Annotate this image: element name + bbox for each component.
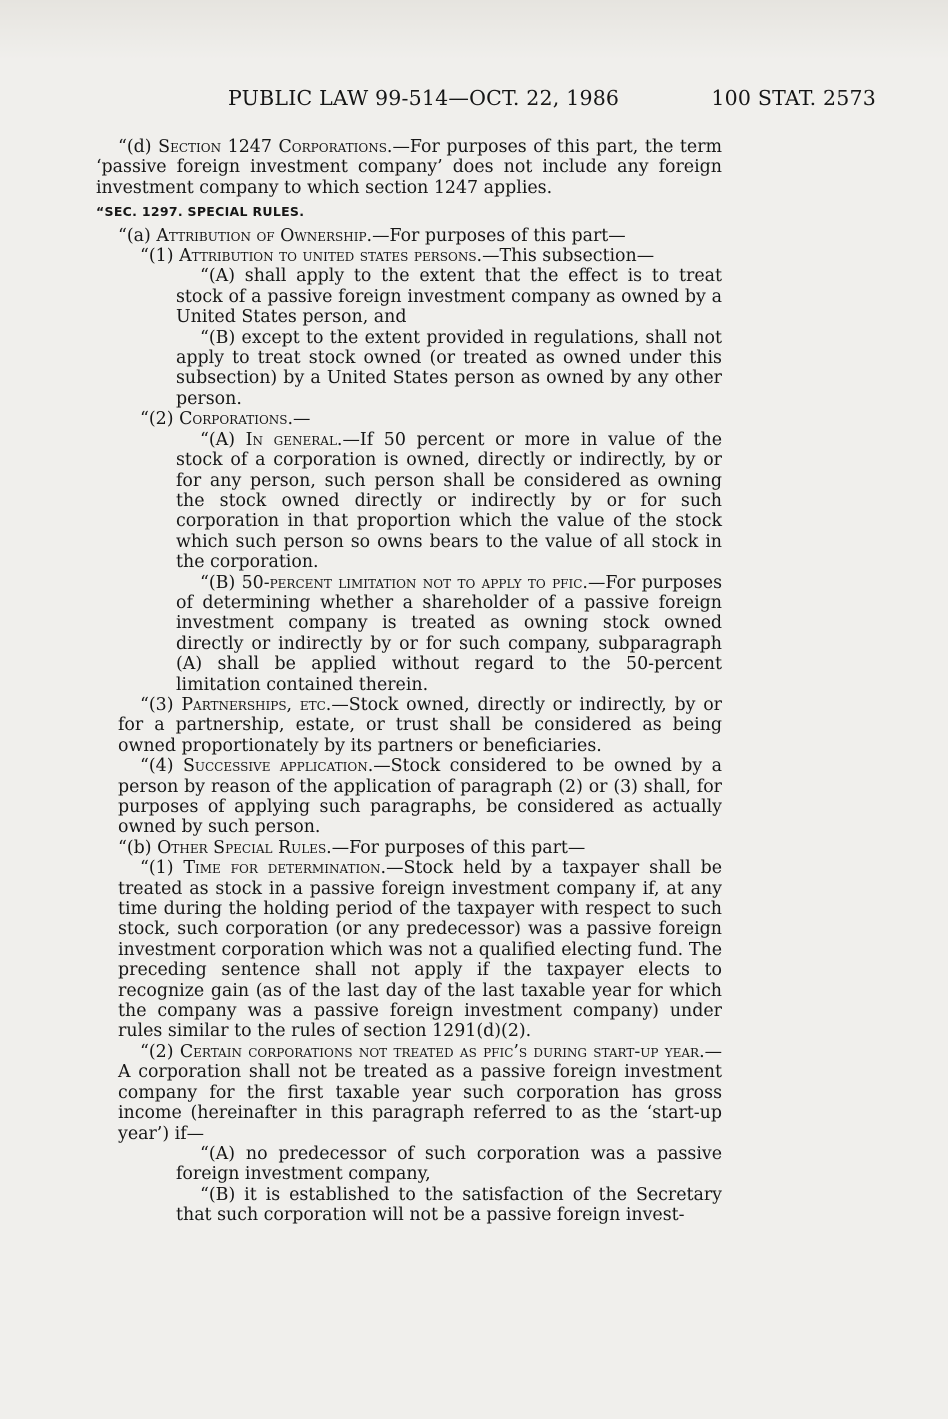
subsection-a-number: “(a) (118, 225, 157, 246)
subparagraph-a2B-heading: 50-percent limitation not to apply to pfic. (241, 572, 588, 593)
subparagraph-b2A: “(A) no predecessor of such corporation was a passive foreign investment company, (176, 1143, 722, 1185)
subparagraph-b2B: “(B) it is established to the satisfaction of the Secretary that such corporation will not be a passive foreign invest- (176, 1184, 722, 1226)
subparagraph-a2B-number: “(B) (200, 572, 242, 593)
paragraph-a4-text: —Stock considered to be owned by a person by reason of the application of paragraph (2) or (3) shall, for purposes of applying such paragraphs, be considered as actually owned by such person. (118, 756, 722, 838)
paragraph-b2-heading: Certain corporations not treated as pfic’s during start-up year. (179, 1041, 705, 1062)
paragraph-b2-number: “(2) (140, 1041, 180, 1062)
public-law-citation: PUBLIC LAW 99-514—OCT. 22, 1986 (228, 86, 620, 110)
paragraph-b1-text: —Stock held by a taxpayer shall be treated as stock in a passive foreign investment company if, at any time during the holding period of the taxpayer with respect to such stock, such corporation (or any predecessor) was a passive foreign investment corporation which was not a qualified electing fund. The preceding sentence shall not apply if the taxpayer elects to recognize gain (as of the last day of the last taxable year for which the company was a passive foreign investment company) under rules similar to the rules of section 1291(d)(2). (118, 858, 723, 1042)
paragraph-a2-text: — (293, 409, 311, 430)
subparagraph-a2A-text: —If 50 percent or more in value of the stock of a corporation is owned, directly or indirectly, by or for any person, such person shall be considered as owning the stock owned directly or indirectly by or for such corporation in that proportion which the value of the stock which such person so owns bears to the value of all stock in the corporation. (176, 429, 722, 573)
subparagraph-a2A-heading: In general. (245, 429, 343, 450)
subsection-a (96, 226, 722, 246)
subsection-b (96, 838, 722, 858)
subsection-d-text: —For purposes of this part, the term ‘passive foreign investment company’ does not include any foreign investment company to which section 1247 applies. (96, 137, 723, 198)
paragraph-b1-number: “(1) (140, 858, 184, 879)
scan-edge (0, 0, 948, 60)
paragraph-a3 (96, 695, 722, 756)
section-heading: “SEC. 1297. SPECIAL RULES. (96, 204, 305, 220)
paragraph-a3-number: “(3) (140, 694, 182, 715)
paragraph-a1-text: —This subsection— (482, 246, 655, 267)
page-header (228, 86, 876, 116)
subparagraph-a1B: “(B) except to the extent provided in regulations, shall not apply to treat stock owned (or treated as owned under this subsection) by a United States person as owned by any other person. (176, 327, 722, 409)
paragraph-b1 (96, 858, 722, 1042)
subsection-d-heading: Section 1247 Corporations. (158, 137, 393, 157)
paragraph-a4-heading: Successive application. (182, 756, 374, 777)
subsection-b-number: “(b) (118, 837, 158, 858)
paragraph-b2-text: —A corporation shall not be treated as a passive foreign investment company for the first taxable year such corporation has gross income (hereinafter in this paragraph referred to as the ‘start-up year’) if— (118, 1041, 722, 1144)
paragraph-a4 (96, 756, 722, 838)
subsection-d-number: “(d) (118, 137, 159, 157)
paragraph-a1 (96, 246, 722, 266)
paragraph-a3-text: —Stock owned, directly or indirectly, by or for a partnership, estate, or trust shall be considered as being owned proportionately by its partners or beneficiaries. (118, 694, 722, 756)
statute-page-number: 100 STAT. 2573 (711, 86, 876, 110)
subsection-d (96, 137, 722, 198)
subparagraph-a2A (96, 430, 722, 573)
subsection-b-heading: Other Special Rules. (157, 837, 332, 858)
paragraph-b2 (96, 1042, 722, 1144)
subsection-a-text: —For purposes of this part— (372, 225, 626, 246)
paragraph-a4-number: “(4) (140, 756, 183, 777)
subparagraph-a2A-number: “(A) (200, 429, 246, 450)
subparagraph-a2B (96, 573, 722, 695)
paragraph-a2-number: “(2) (140, 409, 180, 430)
paragraph-a2-heading: Corporations. (179, 409, 294, 430)
document-body (96, 137, 722, 1226)
subparagraph-a2B-text: —For purposes of determining whether a shareholder of a passive foreign investment company is treated as owning stock owned directly or indirectly by or for such company, subparagraph (A) shall be applied without regard to the 50-percent limitation contained therein. (176, 572, 722, 695)
paragraph-a2 (96, 409, 722, 429)
paragraph-b1-heading: Time for determination. (183, 858, 387, 879)
subsection-b-text: —For purposes of this part— (331, 837, 586, 858)
paragraph-a1-number: “(1) (140, 246, 180, 267)
subparagraph-a1A: “(A) shall apply to the extent that the effect is to treat stock of a passive foreign investment company as owned by a United States person, and (176, 266, 722, 328)
subsection-a-heading: Attribution of Ownership. (156, 225, 373, 246)
paragraph-a3-heading: Partnerships, etc. (181, 694, 332, 715)
paragraph-a1-heading: Attribution to united states persons. (179, 246, 483, 267)
